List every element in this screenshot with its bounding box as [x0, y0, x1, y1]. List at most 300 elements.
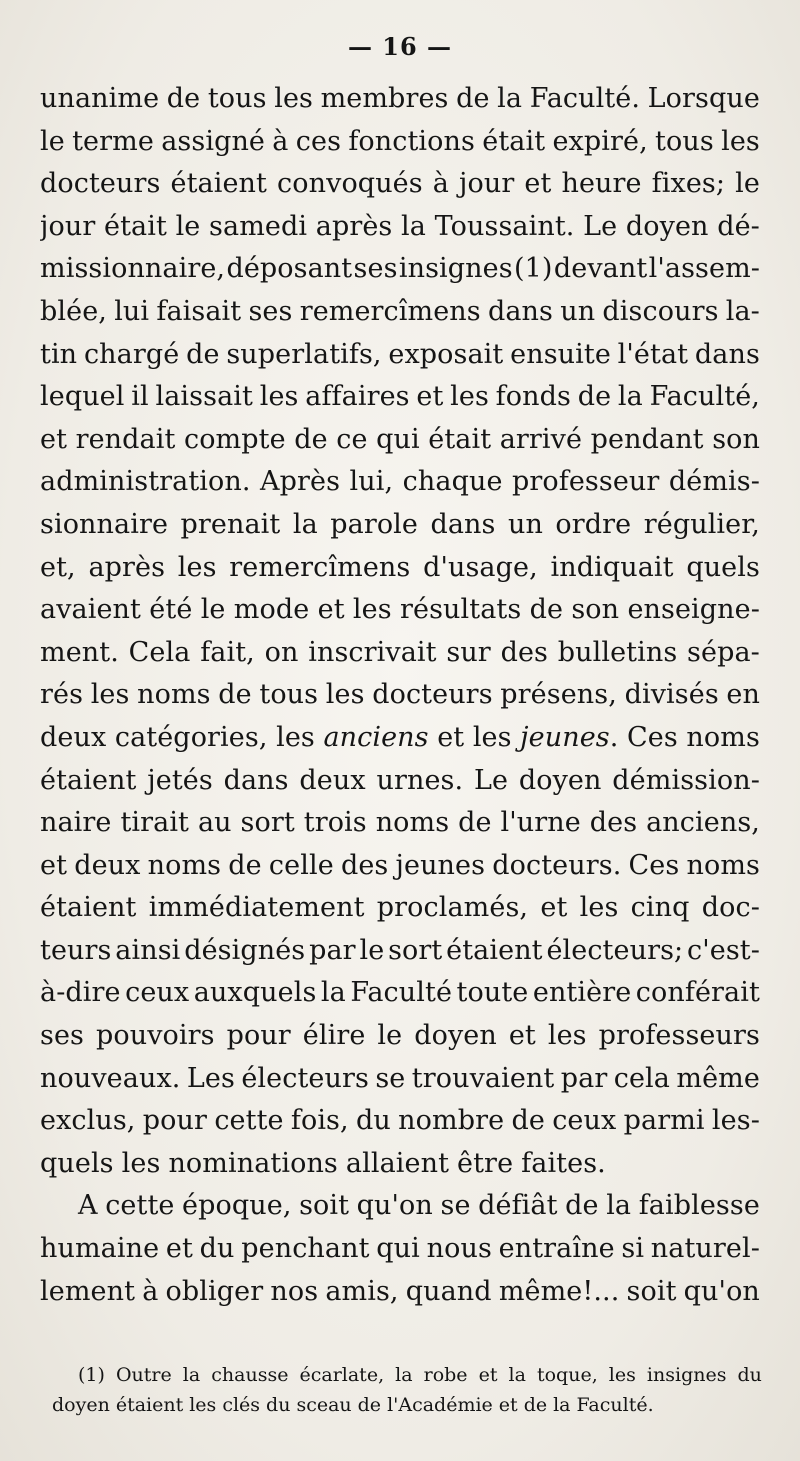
word: Les: [186, 1062, 235, 1094]
text-line: [40, 845, 760, 888]
word: la: [292, 508, 318, 540]
word: nouveaux.: [40, 1062, 181, 1094]
word: trouvaient: [411, 1062, 555, 1094]
word: de: [218, 679, 252, 711]
word: et: [40, 849, 68, 881]
word: amis,: [325, 1275, 399, 1307]
word: était: [103, 210, 167, 242]
word: expiré,: [552, 125, 648, 157]
word: auxquels: [193, 977, 317, 1009]
word: les: [177, 551, 217, 583]
word: anciens,: [646, 807, 760, 839]
word: qu'on: [683, 1275, 760, 1307]
word: des: [340, 849, 389, 881]
word: dans: [694, 338, 760, 370]
word: pour: [226, 1020, 291, 1052]
word: exclus,: [40, 1105, 136, 1137]
text-line: [40, 163, 760, 206]
word: rés: [40, 679, 84, 711]
text-line: [40, 717, 760, 760]
word: professeur: [512, 466, 660, 498]
text-line: [40, 461, 760, 504]
word: cette: [105, 1190, 175, 1222]
word: tous: [655, 125, 714, 157]
word: en: [726, 679, 760, 711]
word: régulier,: [643, 508, 760, 540]
word: électeurs;: [546, 934, 684, 966]
word: les: [450, 381, 489, 413]
word: sépa-: [687, 636, 760, 668]
word: toque,: [536, 1364, 598, 1386]
word: deux: [299, 764, 366, 796]
footnote: [52, 1360, 762, 1420]
word: lement: [40, 1275, 136, 1307]
text-line: [40, 1143, 760, 1186]
text-line: [40, 674, 760, 717]
word: samedi: [209, 210, 308, 242]
word: qui: [376, 423, 420, 455]
text-line: [40, 121, 760, 164]
text-line: [40, 504, 760, 547]
word: les: [608, 1364, 636, 1386]
word: noms: [137, 679, 211, 711]
word: membres: [320, 83, 449, 114]
word: parole: [330, 508, 418, 540]
word: conférait: [635, 977, 760, 1009]
word: du: [355, 1105, 391, 1137]
word: noms: [686, 721, 760, 753]
word: la: [395, 1364, 413, 1386]
word: de: [228, 849, 262, 881]
word: lequel: [40, 381, 125, 413]
word: d'usage,: [423, 551, 538, 583]
word: de: [186, 338, 220, 370]
word: laissait: [155, 381, 253, 413]
word: les-: [711, 1105, 760, 1137]
word: prenait: [180, 508, 281, 540]
word: la: [401, 210, 426, 242]
word: toute: [456, 977, 529, 1009]
word: la: [497, 83, 523, 114]
word: lui: [114, 295, 150, 327]
word: la-: [725, 295, 760, 327]
word: entière: [532, 977, 632, 1009]
word: remercîmens: [299, 295, 481, 327]
word: époque,: [182, 1190, 292, 1222]
word: de: [456, 83, 490, 114]
word: dans: [430, 508, 496, 540]
word: le: [175, 210, 201, 242]
word: arrivé: [499, 423, 583, 455]
word: parmi: [623, 1105, 705, 1137]
word: naturel-: [650, 1233, 760, 1265]
word: remercîmens: [229, 551, 411, 583]
word: Lorsque: [647, 83, 760, 114]
text-line: [40, 632, 760, 675]
text-line: [40, 589, 760, 632]
word: docteurs: [40, 168, 161, 200]
word: les: [90, 679, 130, 711]
text-line: [40, 1058, 760, 1101]
word: quels: [40, 1147, 114, 1179]
word: les: [579, 892, 619, 924]
word: rendait: [75, 423, 176, 455]
word: mode: [233, 594, 310, 626]
word: l'état: [617, 338, 689, 370]
word: docteurs.: [492, 849, 622, 881]
word: lui,: [349, 466, 394, 498]
word: superlatifs,: [226, 338, 382, 370]
word: la: [606, 1190, 632, 1222]
word: deux: [74, 849, 141, 881]
word: dé-: [717, 210, 760, 242]
word: teurs: [40, 934, 112, 966]
word: à: [432, 168, 449, 200]
text-line: [40, 419, 760, 462]
text-line: [40, 334, 760, 377]
word: heure: [561, 168, 642, 200]
word: clés: [222, 1394, 261, 1416]
word: l'Académie: [387, 1394, 493, 1416]
word: le: [200, 594, 226, 626]
word: pendant: [590, 423, 704, 455]
word: faites.: [521, 1147, 606, 1179]
word: ceux: [552, 1105, 617, 1137]
word: professeurs: [598, 1020, 760, 1052]
word: Faculté.: [529, 83, 641, 114]
word: robe: [423, 1364, 468, 1386]
word: noms: [686, 849, 760, 881]
word: et: [165, 1233, 193, 1265]
word: cette: [214, 1105, 284, 1137]
word: soit: [299, 1190, 350, 1222]
text-line: [40, 972, 760, 1015]
word: la: [182, 1364, 201, 1386]
word: Le: [583, 210, 618, 242]
word: sort: [388, 934, 443, 966]
word: les: [121, 1147, 161, 1179]
word: déposant: [226, 253, 353, 285]
text-line: [40, 78, 760, 121]
word: quels: [686, 551, 760, 583]
word: l'urne: [500, 807, 581, 839]
word: de: [577, 381, 612, 413]
word: ses: [40, 1020, 84, 1052]
text-line: [40, 1228, 760, 1271]
word: nominations: [168, 1147, 338, 1179]
word: des: [589, 807, 638, 839]
word: défiât: [478, 1190, 558, 1222]
word: par: [309, 934, 356, 966]
word: se: [375, 1062, 406, 1094]
text-line: [40, 760, 760, 803]
word: écarlate,: [299, 1364, 385, 1386]
word: doyen: [414, 1020, 497, 1052]
word: proclamés,: [376, 892, 529, 924]
word: l'assem-: [648, 253, 760, 285]
word: administration.: [40, 466, 251, 498]
word: doyen: [52, 1394, 110, 1416]
word: blée,: [40, 295, 107, 327]
word: pouvoirs: [95, 1020, 215, 1052]
word: devant: [553, 253, 648, 285]
word: été: [149, 594, 193, 626]
body-text: [40, 78, 760, 1313]
word: affaires: [305, 381, 410, 413]
word: à: [142, 1275, 159, 1307]
word: nous: [426, 1233, 492, 1265]
word: A: [78, 1190, 98, 1222]
word: même: [676, 1062, 760, 1094]
footnote-line: [52, 1360, 762, 1390]
word: Toussaint.: [434, 210, 575, 242]
word: jeunes: [395, 849, 486, 881]
word: Faculté: [350, 977, 453, 1009]
word: ses: [248, 295, 293, 327]
word: étaient: [446, 934, 543, 966]
word: de: [565, 1190, 599, 1222]
word: les: [259, 381, 299, 413]
word: après: [315, 210, 393, 242]
word: par: [560, 1062, 608, 1094]
word: Le: [473, 764, 509, 796]
word: à: [272, 125, 289, 157]
word: terme: [72, 125, 154, 157]
word: Ces: [628, 849, 680, 881]
word: ensuite: [510, 338, 611, 370]
word: le: [735, 168, 760, 200]
word: assigné: [161, 125, 266, 157]
word: de: [511, 1105, 545, 1137]
word: doyen: [625, 210, 709, 242]
word: exposait: [388, 338, 504, 370]
word: anciens: [323, 721, 429, 753]
word: chargé: [83, 338, 180, 370]
word: de: [523, 1394, 548, 1416]
word: il: [131, 381, 149, 413]
word: et: [498, 1394, 518, 1416]
word: (1): [78, 1364, 105, 1386]
word: être: [457, 1147, 514, 1179]
word: dans: [487, 295, 553, 327]
word: au: [197, 807, 232, 839]
word: même!...: [498, 1275, 620, 1307]
word: fois,: [290, 1105, 349, 1137]
text-line: [40, 206, 760, 249]
word: jetés: [147, 764, 213, 796]
word: fonctions: [348, 125, 475, 157]
text-line: [40, 1271, 760, 1314]
word: son: [712, 423, 760, 455]
word: et: [524, 168, 552, 200]
word: son: [571, 594, 620, 626]
word: compte: [183, 423, 286, 455]
word: entraîne: [498, 1233, 615, 1265]
word: divisés: [624, 679, 719, 711]
word: soit: [626, 1275, 677, 1307]
word: (1): [514, 253, 553, 285]
word: ce: [336, 423, 368, 455]
word: immédiatement: [148, 892, 365, 924]
word: démis-: [668, 466, 760, 498]
word: tous: [259, 679, 319, 711]
word: de: [166, 83, 201, 114]
word: penchant: [241, 1233, 370, 1265]
word: et: [317, 594, 345, 626]
word: ordre: [555, 508, 632, 540]
word: enseigne-: [627, 594, 760, 626]
word: discours: [602, 295, 719, 327]
word: sceau: [296, 1394, 352, 1416]
word: jeunes.: [520, 721, 619, 753]
word: quand: [405, 1275, 492, 1307]
word: de: [294, 423, 328, 455]
text-line: [40, 802, 760, 845]
word: c'est-: [687, 934, 760, 966]
word: à-dire: [40, 977, 121, 1009]
word: celle: [268, 849, 334, 881]
word: Faculté.: [576, 1394, 654, 1416]
page-number: — 16 —: [347, 32, 453, 61]
word: qu'on: [356, 1190, 433, 1222]
word: après: [88, 551, 166, 583]
word: les: [547, 1020, 587, 1052]
word: faiblesse: [638, 1190, 760, 1222]
word: sur: [446, 636, 491, 668]
word: sionnaire: [40, 508, 169, 540]
word: obliger: [165, 1275, 264, 1307]
word: unanime: [40, 83, 160, 114]
word: trois: [303, 807, 367, 839]
word: électeurs: [241, 1062, 369, 1094]
text-line: [40, 248, 760, 291]
word: et,: [40, 551, 76, 583]
word: Après: [260, 466, 341, 498]
word: convoqués: [277, 168, 423, 200]
word: et: [478, 1364, 498, 1386]
word: et: [508, 1020, 536, 1052]
word: fait,: [200, 636, 255, 668]
word: qui: [376, 1233, 420, 1265]
word: docteurs: [372, 679, 493, 711]
word: sort: [240, 807, 295, 839]
word: chaque: [402, 466, 503, 498]
word: les: [472, 721, 512, 753]
word: un: [507, 508, 543, 540]
word: de: [458, 807, 492, 839]
word: jour: [459, 168, 515, 200]
word: nos: [270, 1275, 319, 1307]
text-line: [40, 291, 760, 334]
word: humaine: [40, 1233, 160, 1265]
word: dans: [223, 764, 289, 796]
word: Faculté,: [649, 381, 760, 413]
word: insignes: [398, 253, 513, 285]
word: les: [325, 679, 365, 711]
word: la: [320, 977, 346, 1009]
word: les: [352, 594, 392, 626]
text-line: [40, 887, 760, 930]
word: du: [199, 1233, 235, 1265]
word: étaient: [115, 1394, 184, 1416]
word: était: [428, 423, 492, 455]
word: et: [437, 721, 465, 753]
word: Ces: [627, 721, 678, 753]
word: chausse: [211, 1364, 289, 1386]
word: les: [274, 83, 313, 114]
word: présens,: [500, 679, 617, 711]
word: bulletins: [557, 636, 678, 668]
text-line: [40, 930, 760, 973]
word: désignés: [184, 934, 306, 966]
word: cinq: [630, 892, 690, 924]
word: les: [189, 1394, 217, 1416]
word: cela: [613, 1062, 670, 1094]
word: démission-: [612, 764, 760, 796]
word: avaient: [40, 594, 142, 626]
word: urnes.: [376, 764, 464, 796]
word: doyen: [518, 764, 602, 796]
word: catégories,: [114, 721, 268, 753]
word: naire: [40, 807, 112, 839]
word: des: [500, 636, 548, 668]
word: noms: [147, 849, 222, 881]
word: le: [40, 125, 65, 157]
footnote-line: [52, 1390, 762, 1420]
word: ment.: [40, 636, 119, 668]
word: Cela: [128, 636, 191, 668]
word: étaient: [40, 764, 137, 796]
text-line: [40, 376, 760, 419]
word: fonds: [495, 381, 571, 413]
word: ses: [353, 253, 398, 285]
word: doc-: [701, 892, 760, 924]
word: un: [560, 295, 596, 327]
word: ainsi: [115, 934, 181, 966]
word: pour: [142, 1105, 208, 1137]
word: la: [553, 1394, 571, 1416]
word: faisait: [156, 295, 242, 327]
word: la: [617, 381, 643, 413]
word: les: [721, 125, 760, 157]
word: nombre: [398, 1105, 505, 1137]
word: noms: [375, 807, 450, 839]
word: et: [416, 381, 444, 413]
word: du: [737, 1364, 762, 1386]
text-line: [40, 547, 760, 590]
word: étaient: [170, 168, 267, 200]
word: allaient: [345, 1147, 450, 1179]
word: et: [540, 892, 568, 924]
word: le: [377, 1020, 403, 1052]
word: missionnaire,: [40, 253, 226, 285]
word: deux: [40, 721, 107, 753]
word: était: [482, 125, 546, 157]
text-line: [40, 1185, 760, 1228]
word: se: [440, 1190, 471, 1222]
word: jour: [40, 210, 96, 242]
word: tirait: [120, 807, 190, 839]
word: si: [621, 1233, 645, 1265]
word: Outre: [115, 1364, 172, 1386]
word: tous: [207, 83, 267, 114]
word: on: [264, 636, 299, 668]
word: tin: [40, 338, 78, 370]
word: les: [276, 721, 315, 753]
word: ceux: [125, 977, 190, 1009]
word: fixes;: [651, 168, 726, 200]
word: indiquait: [550, 551, 674, 583]
